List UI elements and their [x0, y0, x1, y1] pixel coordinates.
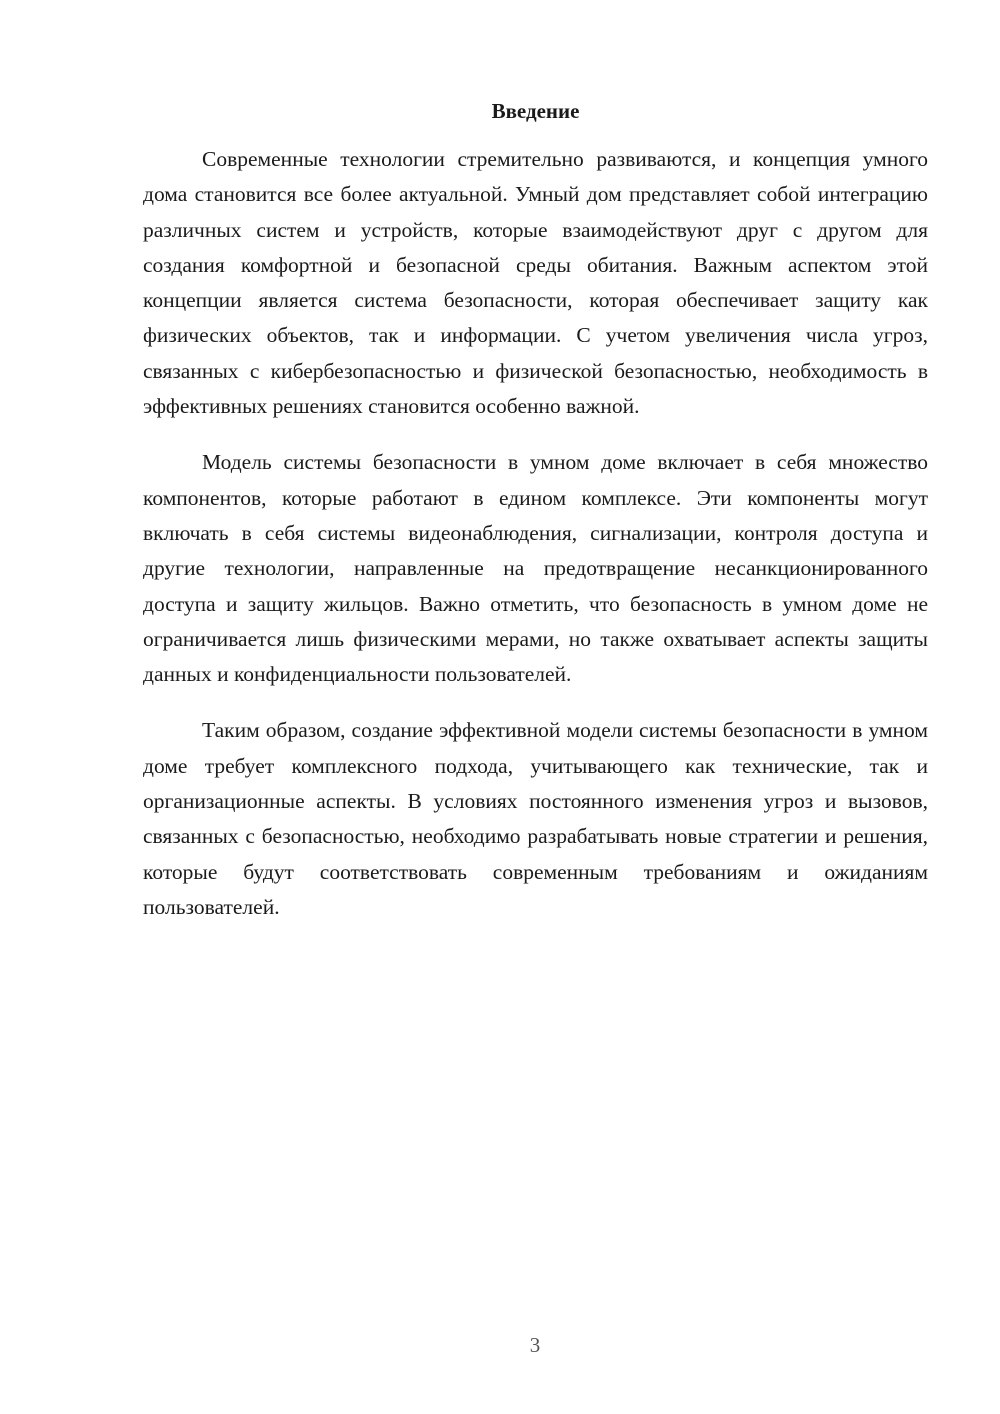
page-content: [143, 94, 928, 946]
page-number: 3: [529, 1333, 541, 1357]
paragraph-2: Модель системы безопасности в умном доме включает в себя множество компонентов, которые работают в едином комплексе. Эти компоненты могут включать в себя системы видеонаблюдения, сигнализации, контроля доступа и другие технологии, направленные на предотвращение несанкционированного доступа и защиту жильцов. Важно отметить, что безопасность в умном доме не ограничивается лишь физическими мерами, но также охватывает аспекты защиты данных и конфиденциальности пользователей.: [143, 450, 928, 687]
section-heading: Введение: [491, 99, 580, 123]
paragraph-3: Таким образом, создание эффективной модели системы безопасности в умном доме требует комплексного подхода, учитывающего как технические, так и организационные аспекты. В условиях постоянного изменения угроз и вызовов, связанных с безопасностью, необходимо разрабатывать новые стратегии и решения, которые будут соответствовать современным требованиям и ожиданиям пользователей.: [143, 718, 928, 919]
paragraph-1: Современные технологии стремительно развиваются, и концепция умного дома становится все более актуальной. Умный дом представляет собой интеграцию различных систем и устройств, которые взаимодействуют друг с другом для создания комфортной и безопасной среды обитания. Важным аспектом этой концепции является система безопасности, которая обеспечивает защиту как физических объектов, так и информации. С учетом увеличения числа угроз, связанных с кибербезопасностью и физической безопасностью, необходимость в эффективных решениях становится особенно важной.: [143, 147, 928, 419]
